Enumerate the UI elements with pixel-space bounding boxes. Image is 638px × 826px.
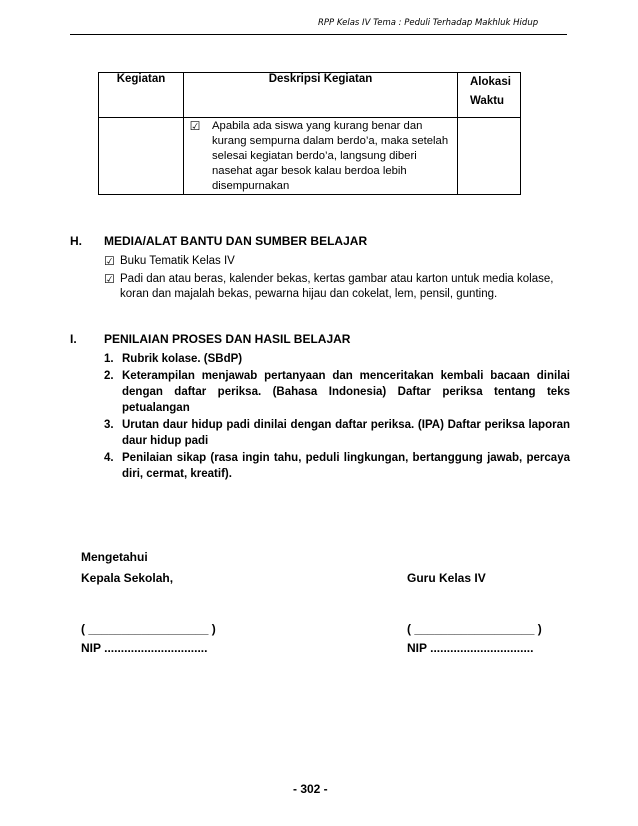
checkbox-icon: ☑ bbox=[104, 272, 115, 286]
list-item-number: 2. bbox=[104, 370, 114, 382]
cell-kegiatan bbox=[99, 118, 184, 195]
list-item bbox=[104, 272, 566, 302]
list-item-text: Buku Tematik Kelas IV bbox=[120, 255, 235, 267]
list-item-text: Rubrik kolase. (SBdP) bbox=[122, 353, 243, 365]
section-i-letter: I. bbox=[70, 332, 77, 346]
cell-alokasi bbox=[458, 118, 521, 195]
list-item bbox=[104, 351, 570, 367]
list-item bbox=[104, 368, 570, 416]
list-item-number: 1. bbox=[104, 353, 114, 365]
guru-nip: NIP ............................... bbox=[407, 641, 534, 655]
list-item bbox=[104, 450, 570, 482]
col-deskripsi: Deskripsi Kegiatan bbox=[184, 73, 458, 118]
list-item-text: Urutan daur hidup padi dinilai dengan daftar periksa. (IPA) Daftar periksa laporan daur hidup padi bbox=[122, 419, 570, 447]
section-h-list bbox=[104, 254, 566, 302]
section-h-title: MEDIA/ALAT BANTU DAN SUMBER BELAJAR bbox=[104, 234, 368, 248]
col-kegiatan: Kegiatan bbox=[99, 73, 184, 118]
list-item bbox=[104, 254, 566, 269]
kepala-nip: NIP ............................... bbox=[81, 641, 208, 655]
kepala-sekolah-label: Kepala Sekolah, bbox=[81, 571, 174, 585]
header-rule bbox=[70, 34, 567, 35]
guru-kelas-label: Guru Kelas IV bbox=[407, 571, 486, 585]
guru-name-blank: ( __________________ ) bbox=[407, 622, 542, 636]
checkbox-icon: ☑ bbox=[104, 254, 115, 268]
table-row bbox=[99, 118, 521, 195]
deskripsi-text: Apabila ada siswa yang kurang benar dan kurang sempurna dalam berdo’a, maka setelah selesai kegiatan berdo’a, langsung diberi nasehat agar besok kalau berdoa lebih disempurnakan bbox=[212, 120, 449, 192]
col-alokasi: Alokasi bbox=[470, 76, 511, 88]
activity-table bbox=[98, 72, 521, 195]
page-number: - 302 - bbox=[293, 782, 328, 796]
col-alokasi-waktu bbox=[458, 73, 521, 118]
list-item-text: Penilaian sikap (rasa ingin tahu, peduli lingkungan, bertanggung jawab, percaya diri, cermat, kreatif). bbox=[122, 452, 570, 480]
col-waktu: Waktu bbox=[470, 95, 505, 107]
cell-deskripsi bbox=[184, 118, 458, 195]
list-item bbox=[104, 417, 570, 449]
running-header: RPP Kelas IV Tema : Peduli Terhadap Makhluk Hidup bbox=[318, 18, 539, 28]
list-item-number: 3. bbox=[104, 419, 114, 431]
section-i-list bbox=[104, 351, 570, 483]
mengetahui-label: Mengetahui bbox=[81, 550, 148, 564]
table-header-row bbox=[99, 73, 521, 118]
kepala-name-blank: ( __________________ ) bbox=[81, 622, 216, 636]
list-item-text: Padi dan atau beras, kalender bekas, kertas gambar atau karton untuk media kolase, koran dan majalah bekas, pewarna hijau dan cokelat, lem, pensil, gunting. bbox=[120, 273, 554, 300]
list-item-text: Keterampilan menjawab pertanyaan dan menceritakan kembali bacaan dinilai dengan daftar periksa. (Bahasa Indonesia) Daftar periksa tentang teks petualangan bbox=[122, 370, 570, 414]
section-i-title: PENILAIAN PROSES DAN HASIL BELAJAR bbox=[104, 332, 351, 346]
list-item-number: 4. bbox=[104, 452, 114, 464]
section-h-letter: H. bbox=[70, 234, 82, 248]
checkbox-icon: ☑ bbox=[189, 119, 201, 133]
